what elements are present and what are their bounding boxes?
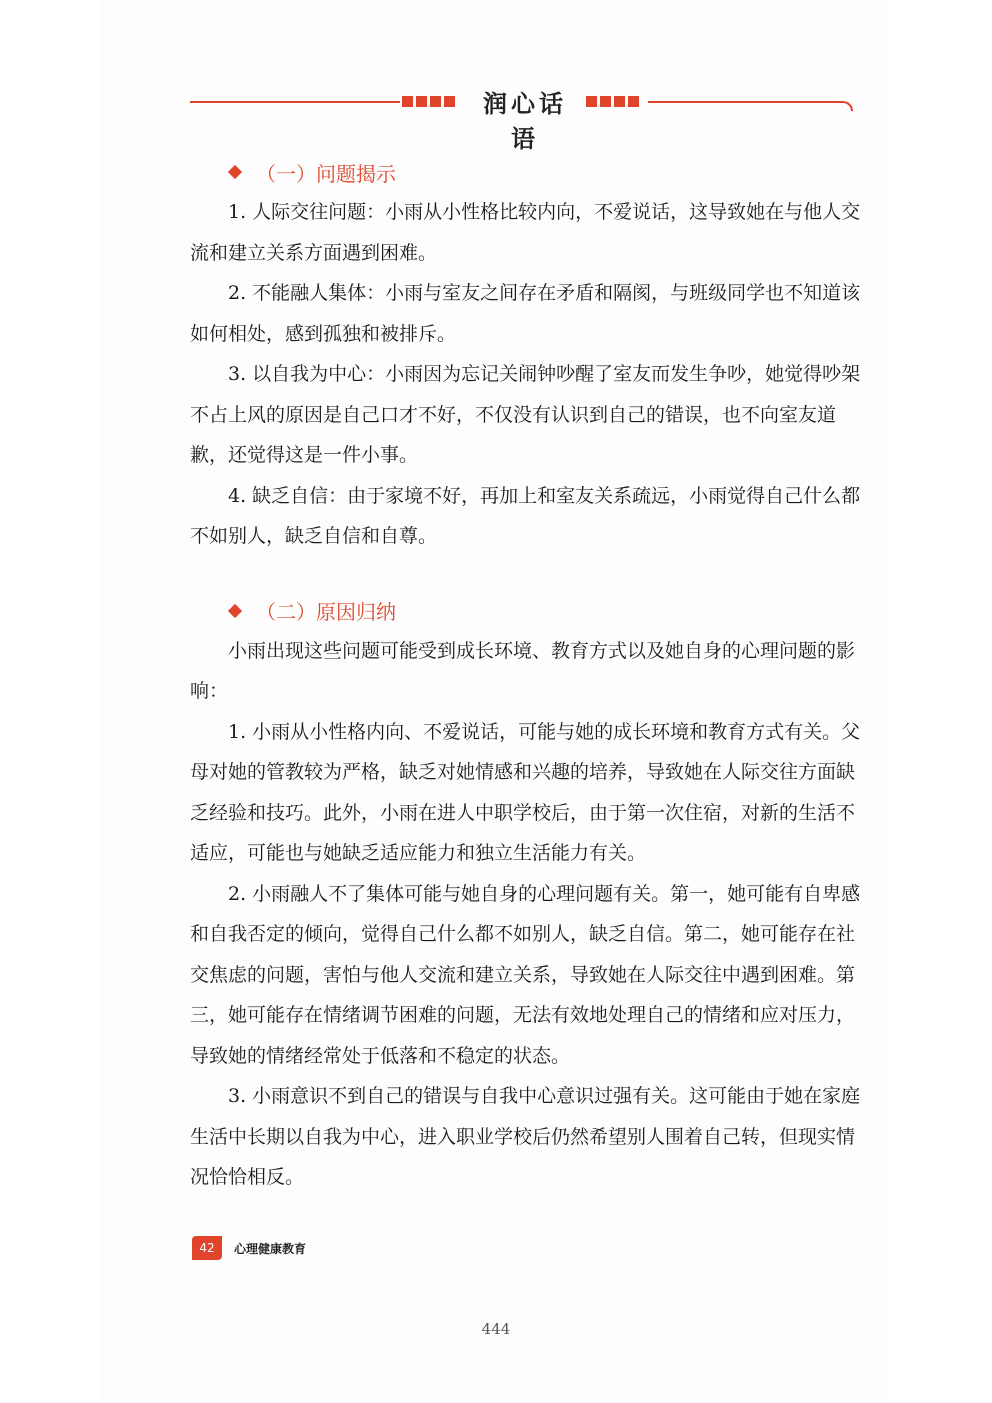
paragraph: 小雨出现这些问题可能受到成长环境、教育方式以及她自身的心理问题的影响： <box>190 639 856 702</box>
paragraph: 1. 人际交往问题：小雨从小性格比较内向，不爱说话，这导致她在与他人交流和建立关系方面遇到困难。 <box>190 201 861 264</box>
diamond-bullet-icon <box>228 603 242 617</box>
header-decoration-right <box>586 96 639 107</box>
header-decoration-left <box>402 96 455 107</box>
header-rule-right <box>648 101 843 103</box>
header-title: 润心话语 <box>483 90 567 153</box>
book-title: 心理健康教育 <box>234 1241 307 1256</box>
section-heading-causes <box>230 591 866 631</box>
main-content <box>190 152 866 1198</box>
diamond-bullet-icon <box>228 165 242 179</box>
paragraph: 2. 不能融人集体：小雨与室友之间存在矛盾和隔阂，与班级同学也不知道该如何相处，感到孤独和被排斥。 <box>190 282 861 345</box>
section-heading-problems <box>230 152 866 192</box>
paragraph: 1. 小雨从小性格内向、不爱说话，可能与她的成长环境和教育方式有关。父母对她的管教较为严格，缺乏对她情感和兴趣的培养，导致她在人际交往方面缺乏经验和技巧。此外，小雨在进人中职学校后，由于第一次住宿，对新的生活不适应，可能也与她缺乏适应能力和独立生活能力有关。 <box>190 720 861 864</box>
section-heading-text: （一）问题揭示 <box>256 161 396 186</box>
header-rule-left <box>190 101 400 103</box>
paragraph: 3. 小雨意识不到自己的错误与自我中心意识过强有关。这可能由于她在家庭生活中长期以自我为中心，进入职业学校后仍然希望别人围着自己转，但现实情况恰恰相反。 <box>190 1085 861 1188</box>
scan-page-number: 444 <box>481 1320 511 1338</box>
paragraph: 4. 缺乏自信：由于家境不好，再加上和室友关系疏远，小雨觉得自己什么都不如别人，缺乏自信和自尊。 <box>190 484 861 547</box>
paragraph: 3. 以自我为中心：小雨因为忘记关闹钟吵醒了室友而发生争吵，她觉得吵架不占上风的原因是自己口才不好，不仅没有认识到自己的错误，也不向室友道歉，还觉得这是一件小事。 <box>190 363 861 466</box>
paragraph: 2. 小雨融人不了集体可能与她自身的心理问题有关。第一，她可能有自卑感和自我否定的倾向，觉得自己什么都不如别人，缺乏自信。第二，她可能存在社交焦虑的问题，害怕与他人交流和建立关系，导致她在人际交往中遇到困难。第三，她可能存在情绪调节困难的问题，无法有效地处理自己的情绪和应对压力，导致她的情绪经常处于低落和不稳定的状态。 <box>190 882 861 1067</box>
section-heading-text: （二）原因归纳 <box>256 600 396 624</box>
page-header <box>190 82 860 153</box>
page-footer <box>192 1236 306 1260</box>
page-number-badge: 42 <box>192 1236 222 1260</box>
